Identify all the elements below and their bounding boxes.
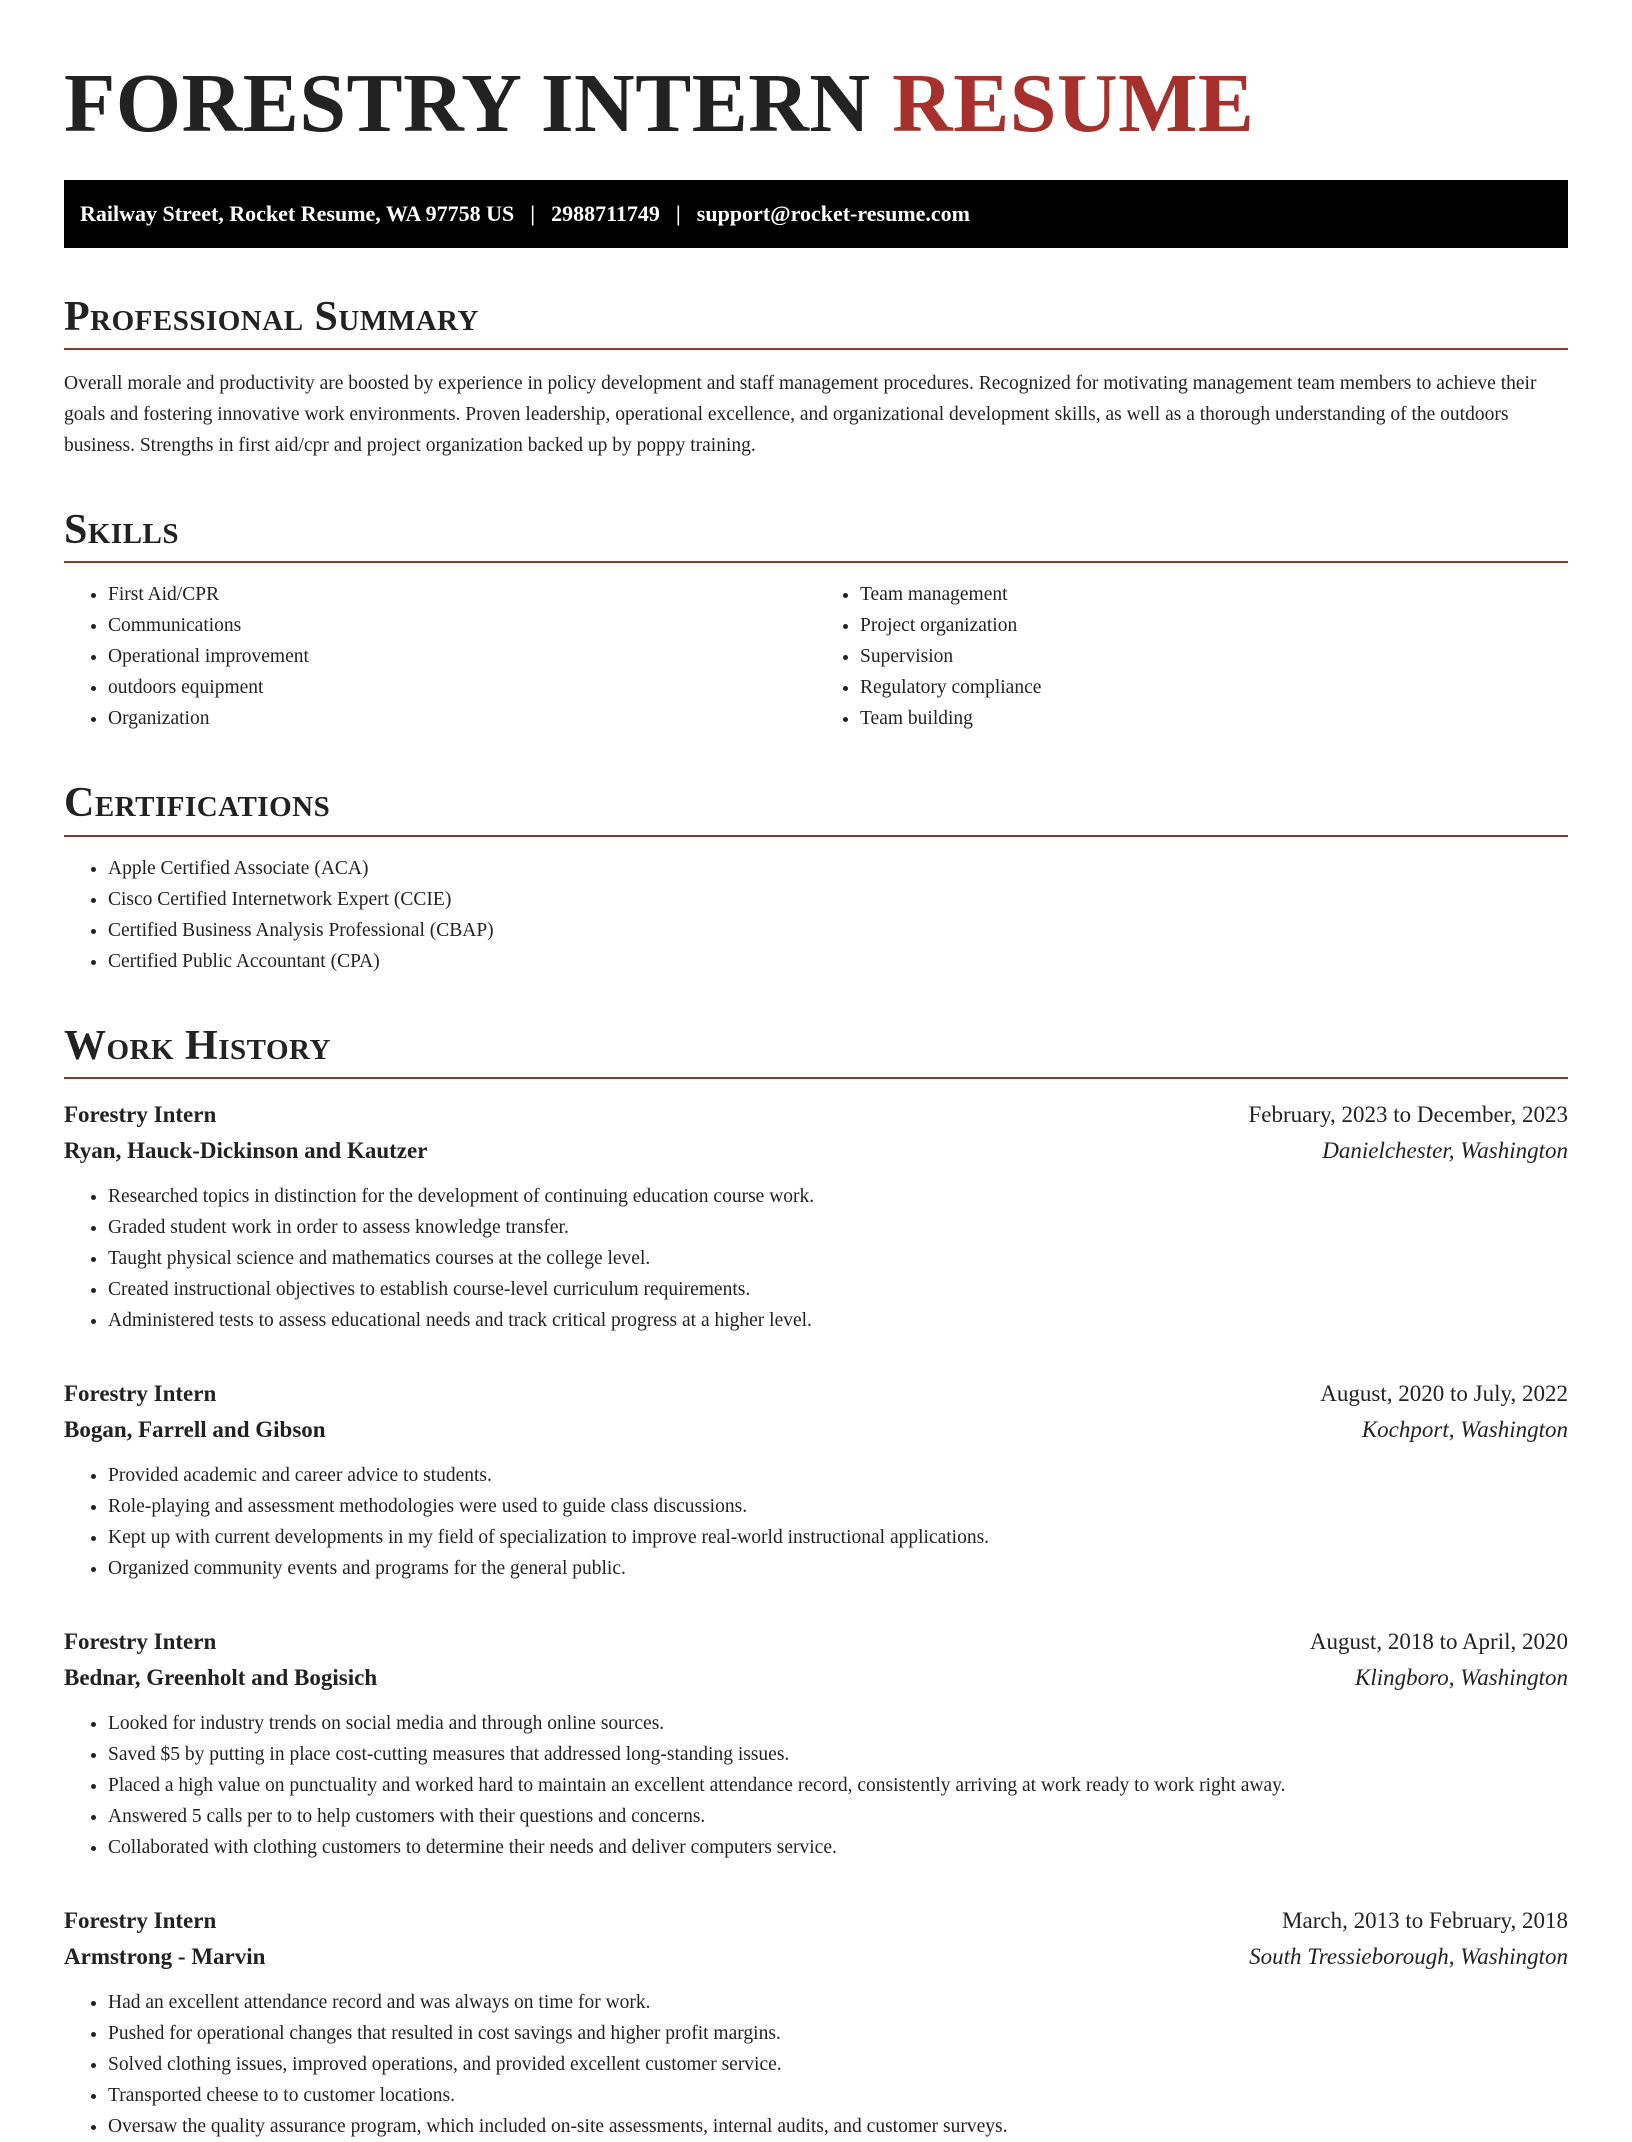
job-location: South Tressieborough, Washington — [1249, 1943, 1568, 1969]
skill-item: • Organization — [108, 703, 816, 734]
job-title: Forestry Intern — [64, 1907, 217, 1933]
job-company: Armstrong - Marvin — [64, 1943, 266, 1969]
resume-title — [64, 57, 1568, 150]
certification-item: • Certified Business Analysis Professional (CBAP) — [108, 915, 1568, 946]
job-dates: March, 2013 to February, 2018 — [1282, 1907, 1568, 1933]
work-history-section — [64, 1023, 1568, 2142]
job-dates: August, 2018 to April, 2020 — [1309, 1628, 1568, 1654]
skill-item: • Communications — [108, 610, 816, 641]
job-duties-list — [64, 1708, 1568, 1863]
job-company-row — [64, 1412, 1568, 1448]
job-location: Danielchester, Washington — [1322, 1137, 1568, 1163]
title-accent: RESUME — [892, 57, 1255, 150]
job-duty: • Answered 5 calls per to to help customers with their questions and concerns. — [108, 1801, 1568, 1832]
skill-item: • outdoors equipment — [108, 672, 816, 703]
contact-separator: | — [675, 201, 681, 226]
job-duty: • Kept up with current developments in my field of specialization to improve real-world instructional applications. — [108, 1522, 1568, 1553]
section-heading: Certifications — [64, 780, 1568, 836]
job-title: Forestry Intern — [64, 1101, 217, 1127]
skill-item: • Project organization — [860, 610, 1568, 641]
job-company: Bogan, Farrell and Gibson — [64, 1416, 326, 1442]
job-duty: • Placed a high value on punctuality and worked hard to maintain an excellent attendance record, consistently arriving at work ready to work right away. — [108, 1770, 1568, 1801]
job-duty: • Pushed for operational changes that resulted in cost savings and higher profit margins. — [108, 2018, 1568, 2049]
skill-item: • Team building — [860, 703, 1568, 734]
job-header-row — [64, 1376, 1568, 1412]
job-duty: • Administered tests to assess educational needs and track critical progress at a higher level. — [108, 1305, 1568, 1336]
skills-list-left — [64, 579, 816, 734]
job-entry — [64, 1903, 1568, 2142]
job-header-row — [64, 1097, 1568, 1133]
skill-item: • Operational improvement — [108, 641, 816, 672]
certification-item: • Apple Certified Associate (ACA) — [108, 853, 1568, 884]
job-duty: • Role-playing and assessment methodologies were used to guide class discussions. — [108, 1491, 1568, 1522]
contact-email: support@rocket-resume.com — [696, 201, 970, 226]
summary-section — [64, 294, 1568, 461]
job-duty: • Graded student work in order to assess knowledge transfer. — [108, 1212, 1568, 1243]
job-header-row — [64, 1903, 1568, 1939]
title-main: FORESTRY INTERN — [64, 57, 871, 150]
certifications-section — [64, 780, 1568, 976]
job-duty: • Collaborated with clothing customers to determine their needs and deliver computers service. — [108, 1832, 1568, 1863]
job-company: Bednar, Greenholt and Bogisich — [64, 1664, 378, 1690]
job-company: Ryan, Hauck-Dickinson and Kautzer — [64, 1137, 428, 1163]
job-duty: • Created instructional objectives to establish course-level curriculum requirements. — [108, 1274, 1568, 1305]
skills-list-right — [816, 579, 1568, 734]
contact-address: Railway Street, Rocket Resume, WA 97758 US — [80, 201, 515, 226]
contact-separator: | — [530, 201, 536, 226]
job-location: Klingboro, Washington — [1355, 1664, 1568, 1690]
job-header-row — [64, 1624, 1568, 1660]
skills-grid — [64, 563, 1568, 734]
certifications-list — [64, 853, 1568, 977]
job-title: Forestry Intern — [64, 1380, 217, 1406]
contact-phone: 2988711749 — [551, 201, 660, 226]
skill-item: • First Aid/CPR — [108, 579, 816, 610]
job-duty: • Saved $5 by putting in place cost-cutting measures that addressed long-standing issues. — [108, 1739, 1568, 1770]
job-entry — [64, 1376, 1568, 1584]
skill-item: • Team management — [860, 579, 1568, 610]
job-duty: • Solved clothing issues, improved operations, and provided excellent customer service. — [108, 2049, 1568, 2080]
job-duty: • Researched topics in distinction for the development of continuing education course work. — [108, 1181, 1568, 1212]
job-location: Kochport, Washington — [1361, 1416, 1568, 1442]
certification-item: • Cisco Certified Internetwork Expert (CCIE) — [108, 884, 1568, 915]
summary-text: Overall morale and productivity are boosted by experience in policy development and staff management procedures. Recognized for motivating management team members to achieve their goals and fostering innovative work environments. Proven leadership, operational excellence, and organizational development skills, as well as a thorough understanding of the outdoors business. Strengths in first aid/cpr and project organization backed up by poppy training. — [64, 373, 1537, 457]
skills-section — [64, 507, 1568, 734]
skill-item: • Supervision — [860, 641, 1568, 672]
certification-item: • Certified Public Accountant (CPA) — [108, 946, 1568, 977]
job-dates: February, 2023 to December, 2023 — [1248, 1101, 1568, 1127]
job-entry — [64, 1097, 1568, 1336]
job-duty: • Transported cheese to to customer locations. — [108, 2080, 1568, 2111]
job-duty: • Organized community events and programs for the general public. — [108, 1553, 1568, 1584]
contact-bar — [64, 180, 1568, 248]
section-heading: Work History — [64, 1023, 1568, 1079]
section-heading: Professional Summary — [64, 294, 1568, 350]
job-duties-list — [64, 1460, 1568, 1584]
job-duties-list — [64, 1987, 1568, 2142]
job-company-row — [64, 1133, 1568, 1169]
skill-item: • Regulatory compliance — [860, 672, 1568, 703]
job-duty: • Taught physical science and mathematics courses at the college level. — [108, 1243, 1568, 1274]
job-duty: • Provided academic and career advice to students. — [108, 1460, 1568, 1491]
job-duty: • Had an excellent attendance record and was always on time for work. — [108, 1987, 1568, 2018]
job-company-row — [64, 1660, 1568, 1696]
section-heading: Skills — [64, 507, 1568, 563]
job-duty: • Looked for industry trends on social media and through online sources. — [108, 1708, 1568, 1739]
job-company-row — [64, 1939, 1568, 1975]
job-title: Forestry Intern — [64, 1628, 217, 1654]
job-entry — [64, 1624, 1568, 1863]
job-duties-list — [64, 1181, 1568, 1336]
job-dates: August, 2020 to July, 2022 — [1320, 1380, 1568, 1406]
job-duty: • Oversaw the quality assurance program, which included on-site assessments, internal audits, and customer surveys. — [108, 2111, 1568, 2142]
